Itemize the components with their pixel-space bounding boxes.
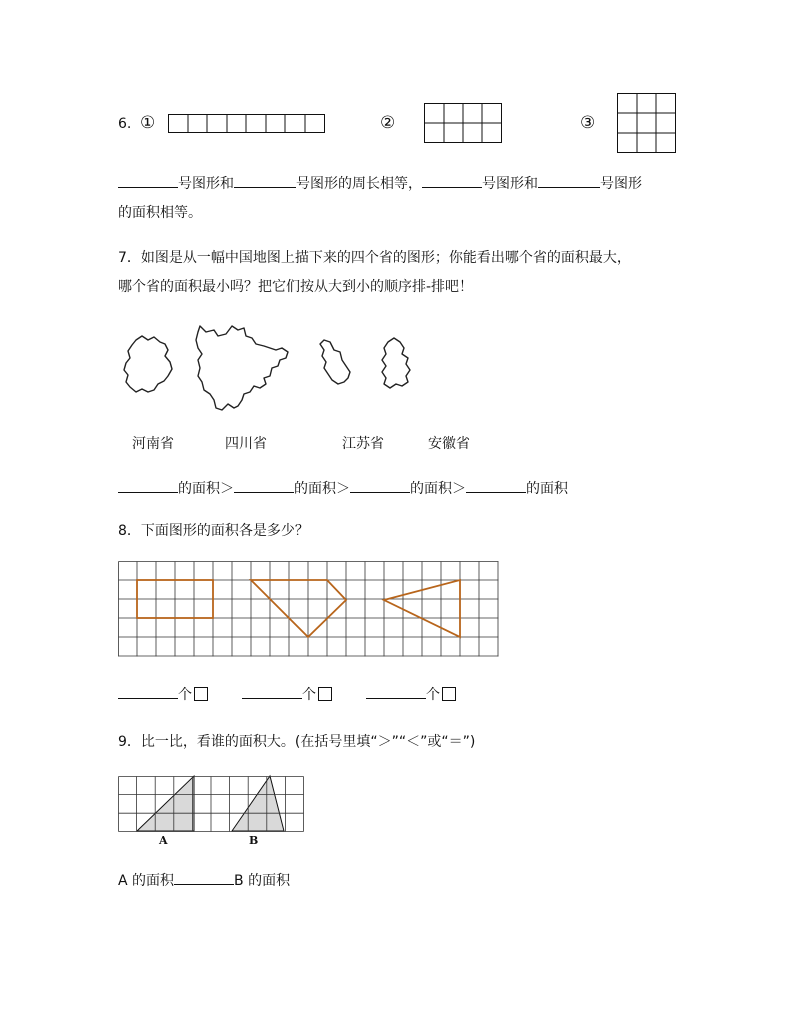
jiangsu-outline <box>320 340 350 384</box>
q8-answers <box>118 684 456 705</box>
q6-answer-line <box>118 173 642 194</box>
unit-text: 个 <box>178 687 192 703</box>
triangle-a-label: A <box>159 834 168 847</box>
q6-number: 6. <box>118 116 132 132</box>
province-label-sichuan: 四川省 <box>225 436 267 452</box>
answer-blank[interactable] <box>366 684 426 699</box>
unit-square-icon <box>442 687 456 701</box>
answer-blank[interactable] <box>118 478 178 493</box>
q7-prompt-line-2: 哪个省的面积最小吗？把它们按从大到小的顺序排-排吧！ <box>118 279 474 295</box>
q9-prompt: 9．比一比，看谁的面积大。(在括号里填“＞”“＜”或“＝”) <box>118 734 476 750</box>
unit-text: 的面积 <box>294 481 336 497</box>
q6-mark-1: ① <box>140 113 156 133</box>
province-label-henan: 河南省 <box>132 436 174 452</box>
q9-answer-line <box>118 870 290 891</box>
q9-triangle-grid <box>118 776 304 832</box>
q6-text-d: 号图形 <box>600 176 642 192</box>
anhui-outline <box>382 338 410 388</box>
greater-than: ＞ <box>336 481 350 497</box>
q6-mark-2: ② <box>380 113 396 133</box>
province-label-jiangsu: 江苏省 <box>342 436 384 452</box>
unit-text: 个 <box>302 687 316 703</box>
answer-blank[interactable] <box>118 684 178 699</box>
triangle-b <box>232 776 284 831</box>
unit-square-icon <box>194 687 208 701</box>
q6-answer-line-2: 的面积相等。 <box>118 205 202 221</box>
triangle-b-label: B <box>249 834 259 847</box>
henan-outline <box>124 336 172 392</box>
q7-prompt-line-1: 7．如图是从一幅中国地图上描下来的四个省的图形；你能看出哪个省的面积最大， <box>118 250 631 266</box>
sichuan-outline <box>196 326 288 410</box>
q6-text-a: 号图形和 <box>178 176 234 192</box>
answer-blank[interactable] <box>350 478 410 493</box>
unit-square-icon <box>318 687 332 701</box>
answer-blank[interactable] <box>174 870 234 885</box>
triangle-a <box>137 776 194 831</box>
q8-grid-figures <box>118 561 499 658</box>
unit-text: 的面积 <box>526 481 568 497</box>
q6-mark-3: ③ <box>580 113 596 133</box>
answer-blank[interactable] <box>422 173 482 188</box>
answer-blank[interactable] <box>538 173 600 188</box>
unit-text: 个 <box>426 687 440 703</box>
answer-blank[interactable] <box>234 173 296 188</box>
province-label-anhui: 安徽省 <box>428 436 470 452</box>
figure-1-strip <box>168 114 326 134</box>
greater-than: ＞ <box>452 481 466 497</box>
figure-2-grid <box>424 103 503 144</box>
pentagon-shape <box>251 580 346 637</box>
figure-3-grid <box>617 93 677 154</box>
answer-blank[interactable] <box>118 173 178 188</box>
answer-blank[interactable] <box>242 684 302 699</box>
q7-answer-line <box>118 478 568 499</box>
square-grid <box>119 562 499 657</box>
answer-blank[interactable] <box>466 478 526 493</box>
q9-answer-prefix: A 的面积 <box>118 873 175 889</box>
q9-answer-suffix: B 的面积 <box>234 873 291 889</box>
unit-text: 的面积 <box>410 481 452 497</box>
answer-blank[interactable] <box>234 478 294 493</box>
greater-than: ＞ <box>220 481 234 497</box>
province-outlines <box>118 320 428 415</box>
q6-text-b: 号图形的周长相等， <box>296 176 422 192</box>
unit-text: 的面积 <box>178 481 220 497</box>
q8-prompt: 8．下面图形的面积各是多少？ <box>118 523 309 539</box>
q6-text-c: 号图形和 <box>482 176 538 192</box>
